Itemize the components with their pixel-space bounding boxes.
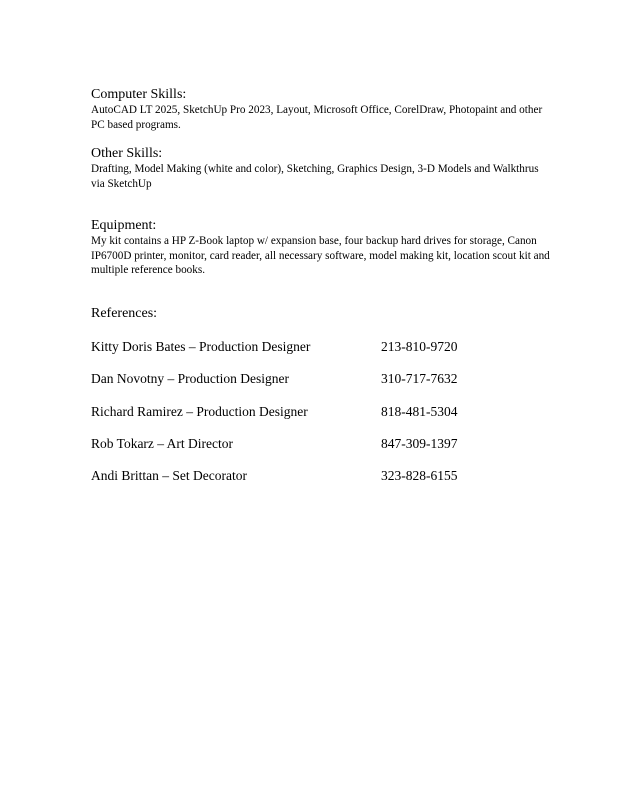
references-list bbox=[91, 338, 491, 499]
reference-row bbox=[91, 467, 491, 499]
references-section bbox=[91, 306, 551, 322]
equipment-heading: Equipment: bbox=[91, 218, 157, 233]
reference-phone: 310-717-7632 bbox=[381, 371, 458, 387]
reference-phone: 323-828-6155 bbox=[381, 468, 458, 484]
reference-name: Andi Brittan – Set Decorator bbox=[91, 468, 247, 484]
computer-skills-section bbox=[91, 87, 551, 132]
reference-phone: 213-810-9720 bbox=[381, 339, 458, 354]
reference-row bbox=[91, 403, 491, 435]
reference-name: Rob Tokarz – Art Director bbox=[91, 435, 234, 451]
other-skills-text: Drafting, Model Making (white and color), Sketching, Graphics Design, 3-D Models and Walkthrus via SketchUp bbox=[91, 163, 539, 190]
reference-phone: 847-309-1397 bbox=[381, 435, 458, 451]
reference-name: Richard Ramirez – Production Designer bbox=[91, 403, 308, 419]
other-skills-section bbox=[91, 146, 551, 191]
reference-row bbox=[91, 370, 491, 402]
reference-phone: 818-481-5304 bbox=[381, 403, 458, 419]
reference-name: Kitty Doris Bates – Production Designer bbox=[91, 339, 311, 354]
equipment-text: My kit contains a HP Z-Book laptop w/ expansion base, four backup hard drives for storage, Canon IP6700D printer, monitor, card reader, all necessary software, model making kit, location scout kit and multiple reference books. bbox=[91, 235, 550, 276]
computer-skills-text: AutoCAD LT 2025, SketchUp Pro 2023, Layout, Microsoft Office, CorelDraw, Photopaint and other PC based programs. bbox=[91, 104, 543, 131]
computer-skills-heading: Computer Skills: bbox=[91, 87, 187, 102]
other-skills-heading: Other Skills: bbox=[91, 146, 163, 161]
reference-row bbox=[91, 435, 491, 467]
equipment-section bbox=[91, 218, 551, 278]
reference-row bbox=[91, 338, 491, 370]
references-heading: References: bbox=[91, 306, 158, 321]
reference-name: Dan Novotny – Production Designer bbox=[91, 371, 289, 387]
